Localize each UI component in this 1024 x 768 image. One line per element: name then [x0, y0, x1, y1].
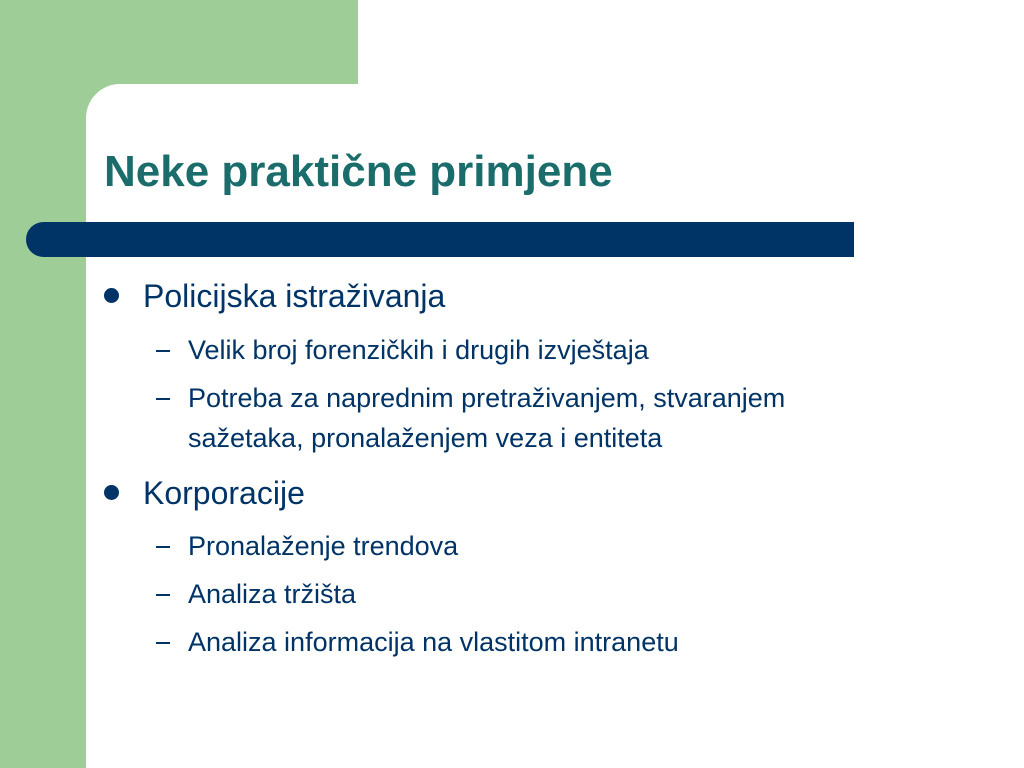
- bullet-text: Korporacije: [143, 475, 305, 511]
- sub-bullet-item: [156, 574, 356, 614]
- bullet-dot-icon: [104, 485, 119, 500]
- dash-icon: [156, 398, 170, 400]
- sub-bullet-line: Potreba za naprednim pretraživanjem, stvaranjem: [188, 383, 786, 413]
- bullet-item: [104, 471, 305, 515]
- dash-icon: [156, 546, 170, 548]
- bullet-dot-icon: [104, 288, 119, 303]
- sub-bullet-line: sažetaka, pronalaženjem veza i entiteta: [188, 423, 663, 453]
- sub-bullet-text: Analiza informacija na vlastitom intranetu: [188, 627, 679, 657]
- dash-icon: [156, 594, 170, 596]
- sub-bullet-item: [156, 622, 679, 662]
- bullet-text: Policijska istraživanja: [143, 278, 446, 314]
- sub-bullet-item: [156, 526, 458, 566]
- sub-bullet-item: [156, 330, 649, 370]
- dash-icon: [156, 642, 170, 644]
- sub-bullet-text: Analiza tržišta: [188, 579, 357, 609]
- bullet-item: [104, 274, 445, 318]
- sub-bullet-text: [188, 378, 785, 458]
- dash-icon: [156, 350, 170, 352]
- sub-bullet-text: Velik broj forenzičkih i drugih izvještaja: [188, 335, 649, 365]
- sub-bullet-item: [156, 378, 785, 458]
- slide-title: Neke praktične primjene: [104, 147, 613, 196]
- sub-bullet-text: Pronalaženje trendova: [188, 531, 459, 561]
